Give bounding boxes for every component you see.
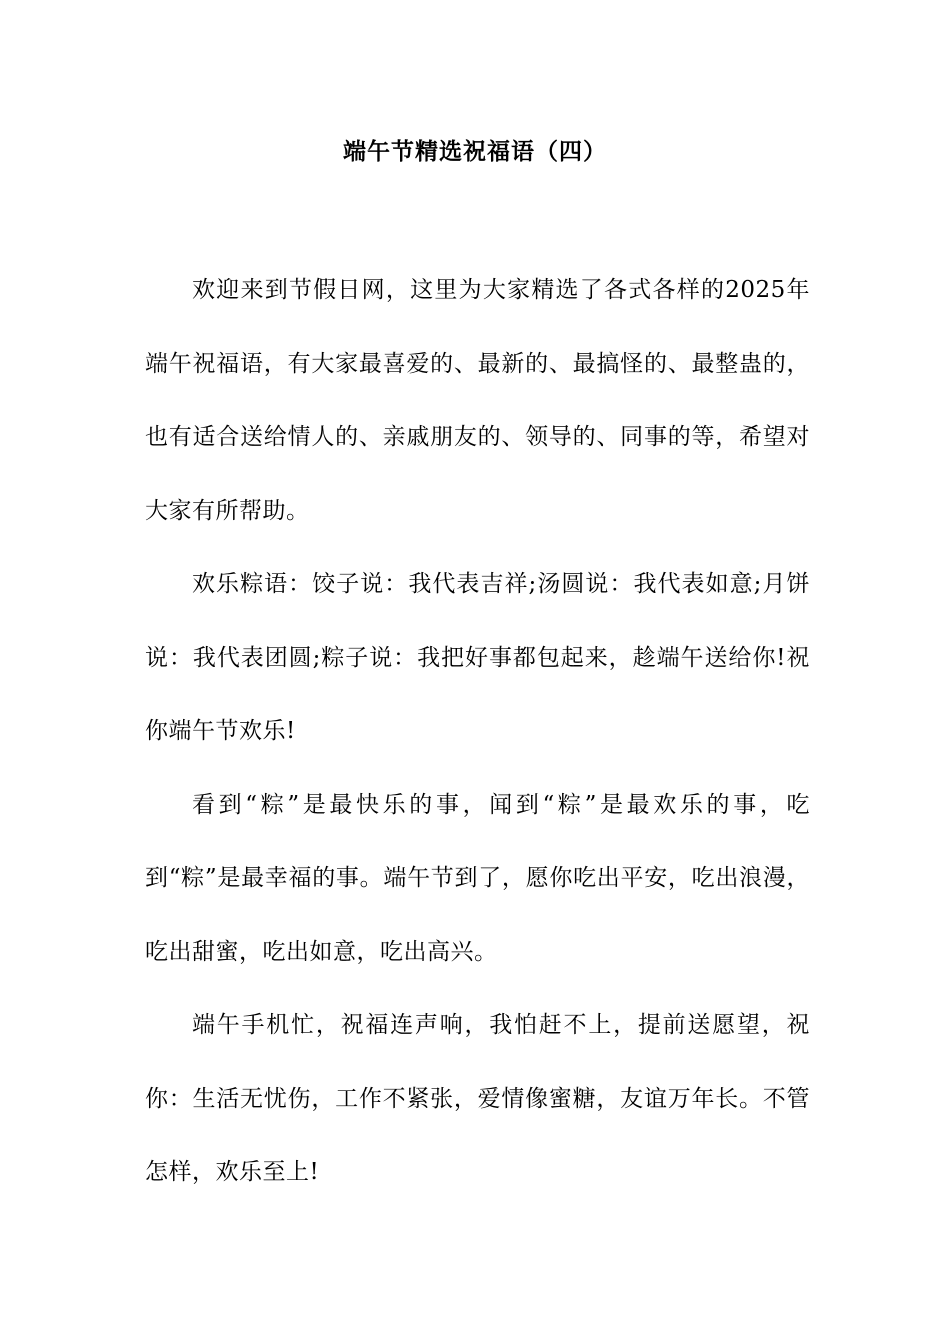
paragraph-greeting-1: 欢乐粽语：饺子说：我代表吉祥;汤圆说：我代表如意;月饼说：我代表团圆;粽子说：我把好事都包起来，趁端午送给你!祝你端午节欢乐! <box>145 571 810 744</box>
document-body <box>145 254 810 1210</box>
paragraph-greeting-2: 看到“粽”是最快乐的事，闻到“粽”是最欢乐的事，吃到“粽”是最幸福的事。端午节到了，愿你吃出平安，吃出浪漫，吃出甜蜜，吃出如意，吃出高兴。 <box>145 791 810 965</box>
document-title: 端午节精选祝福语（四） <box>343 138 607 165</box>
paragraph-greeting-3: 端午手机忙，祝福连声响，我怕赶不上，提前送愿望，祝你：生活无忧伤，工作不紧张，爱情像蜜糖，友谊万年长。不管怎样，欢乐至上! <box>145 1012 810 1185</box>
paragraph-intro: 欢迎来到节假日网，这里为大家精选了各式各样的2025年端午祝福语，有大家最喜爱的、最新的、最搞怪的、最整蛊的，也有适合送给情人的、亲戚朋友的、领导的、同事的等，希望对大家有所帮助。 <box>145 277 810 524</box>
